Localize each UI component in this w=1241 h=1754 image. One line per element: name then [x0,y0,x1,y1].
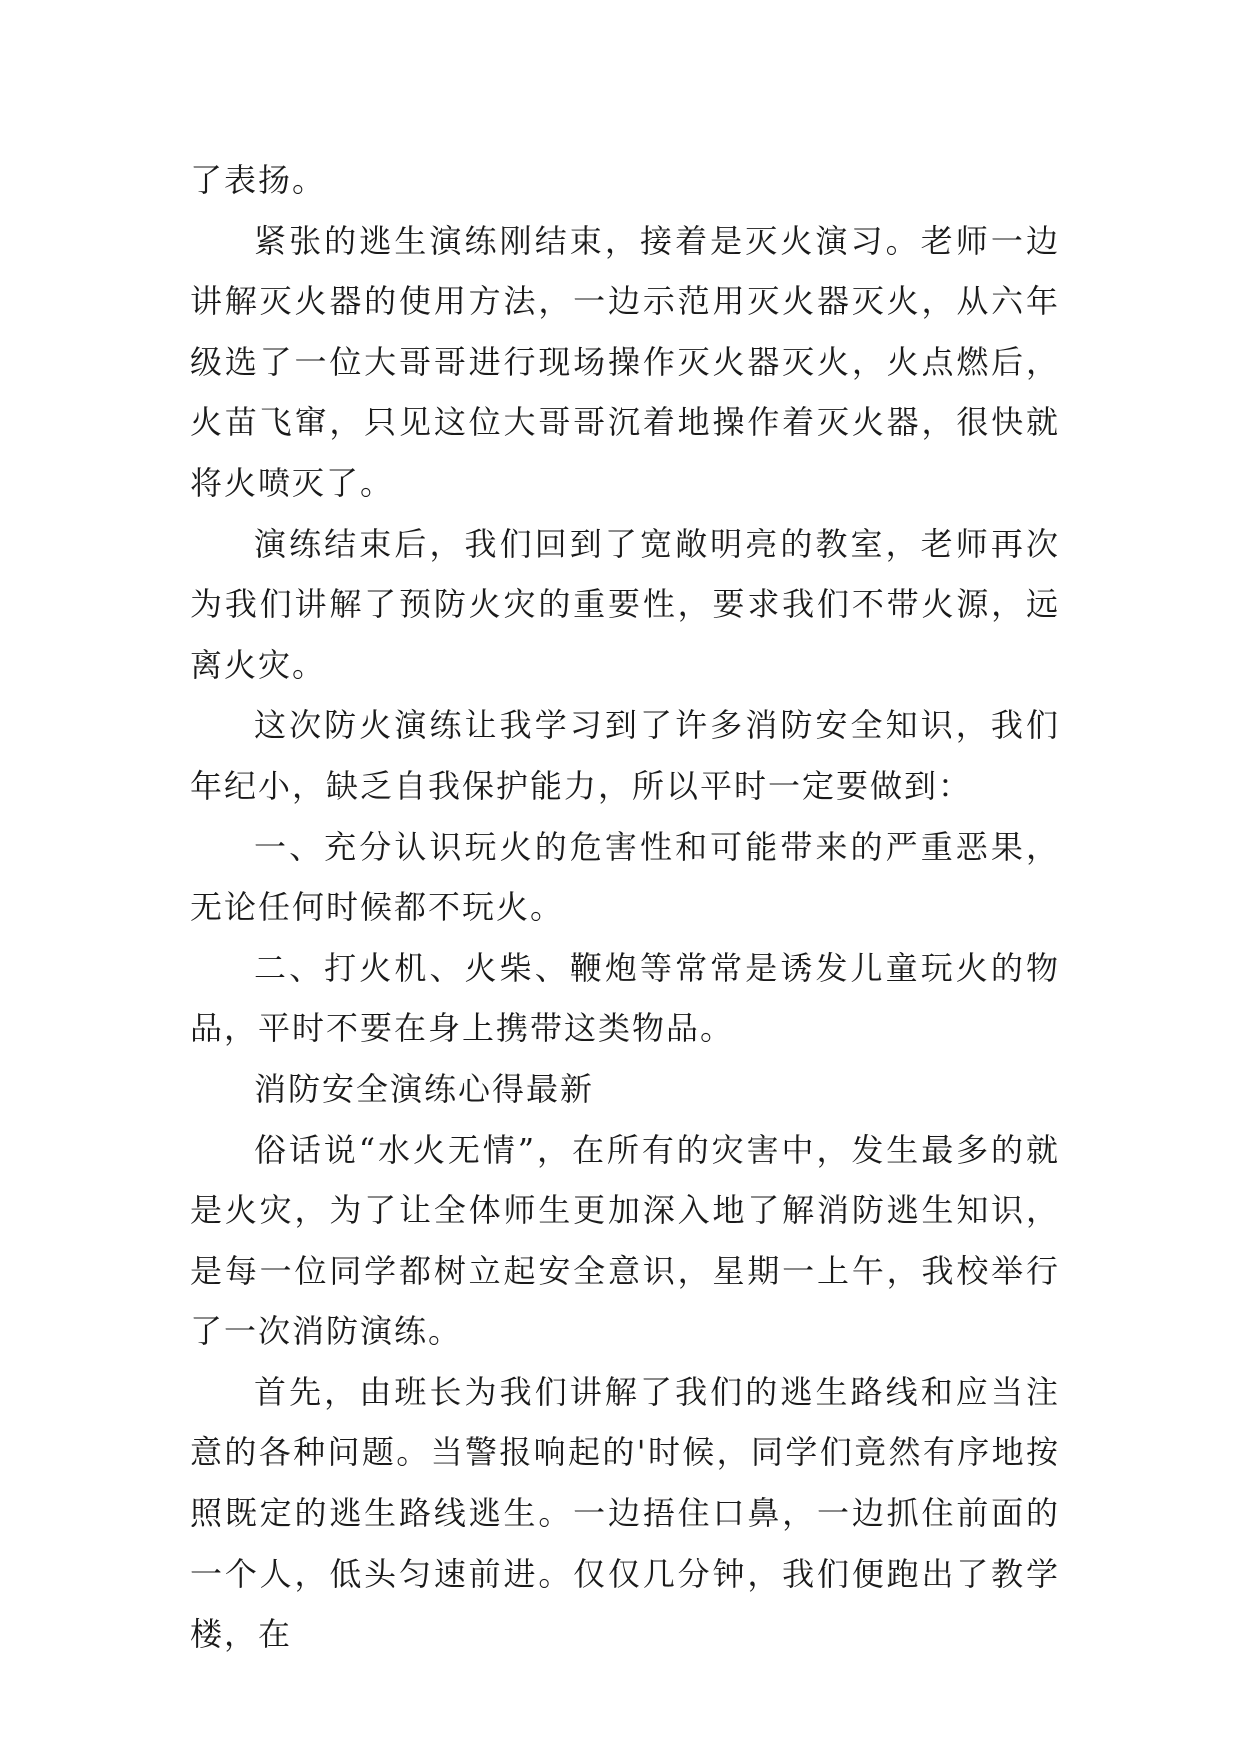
paragraph-9: 首先，由班长为我们讲解了我们的逃生路线和应当注意的各种问题。当警报响起的'时候，同学们竟然有序地按照既定的逃生路线逃生。一边捂住口鼻，一边抓住前面的一个人，低头匀速前进。仅仅几分钟，我们便跑出了教学楼，在 [190,1372,1060,1654]
paragraph-3: 演练结束后，我们回到了宽敞明亮的教室，老师再次为我们讲解了预防火灾的重要性，要求我们不带火源，远离火灾。 [190,524,1060,684]
paragraph-4: 这次防火演练让我学习到了许多消防安全知识，我们年纪小，缺乏自我保护能力，所以平时一定要做到： [190,706,1060,805]
document-page [190,150,1060,1665]
paragraph-5: 一、充分认识玩火的危害性和可能带来的严重恶果，无论任何时候都不玩火。 [190,827,1060,927]
paragraph-1: 了表扬。 [190,161,327,199]
paragraph-2: 紧张的逃生演练刚结束，接着是灭火演习。老师一边讲解灭火器的使用方法，一边示范用灭火器灭火，从六年级选了一位大哥哥进行现场操作灭火器灭火，火点燃后，火苗飞窜，只见这位大哥哥沉着地操作着灭火器，很快就将火喷灭了。 [190,221,1060,502]
paragraph-6: 二、打火机、火柴、鞭炮等常常是诱发儿童玩火的物品，平时不要在身上携带这类物品。 [190,948,1060,1048]
section-heading: 消防安全演练心得最新 [254,1069,595,1108]
paragraph-8: 俗话说“水火无情”，在所有的灾害中，发生最多的就是火灾，为了让全体师生更加深入地了解消防逃生知识，是每一位同学都树立起安全意识，星期一上午，我校举行了一次消防演练。 [190,1130,1060,1351]
